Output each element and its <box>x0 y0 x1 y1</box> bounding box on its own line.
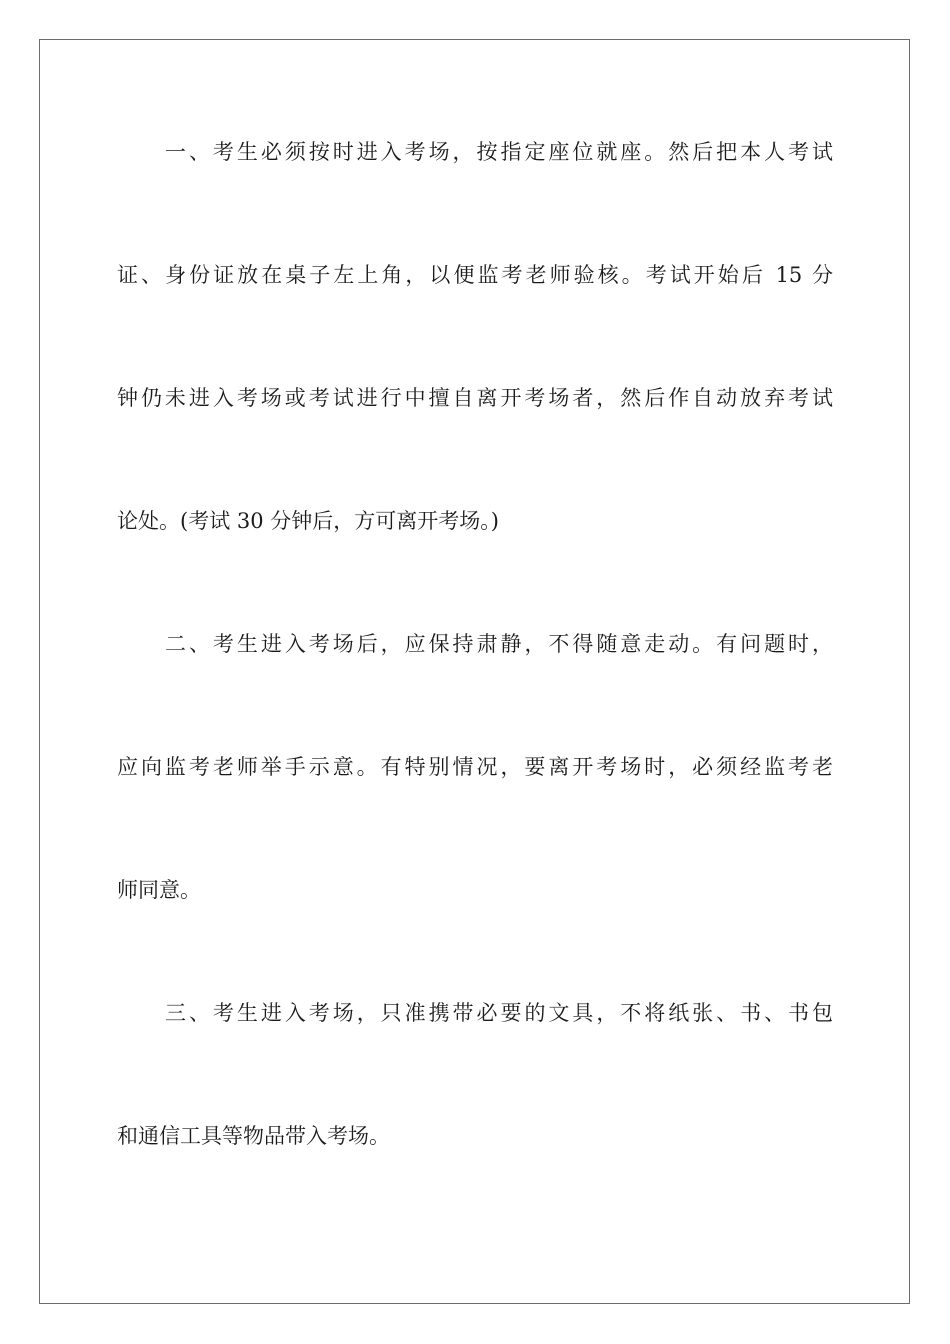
paragraph-1-line-2: 证、身份证放在桌子左上角，以便监考老师验核。考试开始后 15 分 <box>117 263 833 287</box>
paragraph-2-line-3: 师同意。 <box>117 878 201 902</box>
paragraph-2-line-2: 应向监考老师举手示意。有特别情况，要离开考场时，必须经监考老 <box>117 755 833 779</box>
paragraph-3-line-1: 三、考生进入考场，只准携带必要的文具，不将纸张、书、书包 <box>165 1001 833 1025</box>
paragraph-1-line-3: 钟仍未进入考场或考试进行中擅自离开考场者，然后作自动放弃考试 <box>117 386 833 410</box>
paragraph-1-line-1: 一、考生必须按时进入考场，按指定座位就座。然后把本人考试 <box>165 140 833 164</box>
paragraph-2-line-1: 二、考生进入考场后，应保持肃静，不得随意走动。有问题时， <box>165 632 833 656</box>
page-border <box>39 39 910 1304</box>
paragraph-1-line-4: 论处。(考试 30 分钟后，方可离开考场。) <box>117 509 499 533</box>
paragraph-3-line-2: 和通信工具等物品带入考场。 <box>117 1124 390 1148</box>
